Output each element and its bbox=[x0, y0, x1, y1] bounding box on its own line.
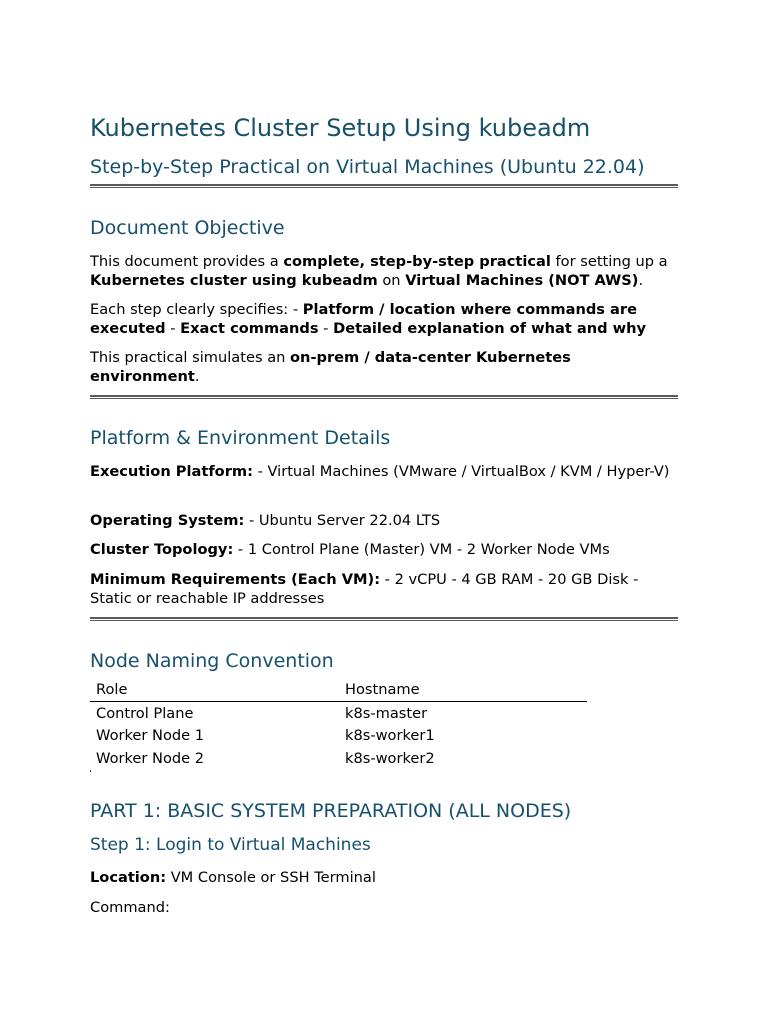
text-run: This document provides a bbox=[90, 253, 284, 270]
column-header-hostname: Hostname bbox=[339, 678, 587, 702]
text-run: - 1 Control Plane (Master) VM - 2 Worker Node VMs bbox=[233, 541, 610, 558]
text-run: - bbox=[318, 320, 334, 337]
table-row bbox=[90, 747, 587, 770]
role-cell: Worker Node 2 bbox=[96, 749, 205, 767]
bold-text-run: Exact commands bbox=[180, 320, 319, 337]
document-title: Kubernetes Cluster Setup Using kubeadm bbox=[90, 114, 591, 142]
stray-mark bbox=[90, 770, 91, 772]
table-row bbox=[90, 725, 587, 748]
bold-text-run: on-prem / data-center Kubernetes environment bbox=[90, 349, 571, 385]
bold-text-run: Kubernetes cluster using kubeadm bbox=[90, 272, 378, 289]
bold-text-run: Execution Platform: bbox=[90, 463, 253, 480]
bold-text-run: Platform / location where commands are executed bbox=[90, 301, 638, 337]
objective-paragraph-1 bbox=[90, 252, 678, 290]
location-label: Location: bbox=[90, 869, 167, 886]
role-cell: Control Plane bbox=[96, 704, 194, 722]
bold-text-run: Operating System: bbox=[90, 512, 245, 529]
text-run: - Virtual Machines (VMware / VirtualBox / KVM / Hyper-V) bbox=[252, 463, 670, 480]
bold-text-run: Detailed explanation of what and why bbox=[333, 320, 647, 337]
text-run: - bbox=[165, 320, 181, 337]
table-row bbox=[90, 702, 587, 725]
naming-heading: Node Naming Convention bbox=[90, 650, 334, 672]
document-subtitle: Step-by-Step Practical on Virtual Machines (Ubuntu 22.04) bbox=[90, 156, 645, 178]
bold-text-run: complete, step-by-step practical bbox=[283, 253, 551, 270]
platform-item-topology bbox=[90, 540, 678, 559]
text-run: - Ubuntu Server 22.04 LTS bbox=[244, 512, 441, 529]
text-run: - 2 vCPU - 4 GB RAM - 20 GB Disk - Static or reachable IP addresses bbox=[90, 571, 639, 607]
objective-heading: Document Objective bbox=[90, 217, 285, 239]
hostname-cell: k8s-worker1 bbox=[345, 727, 435, 745]
text-run: for setting up a bbox=[550, 253, 668, 270]
section-divider bbox=[90, 184, 678, 188]
platform-item-os bbox=[90, 511, 678, 530]
table-header-row bbox=[90, 678, 587, 702]
text-run: . bbox=[638, 272, 644, 289]
node-naming-table bbox=[90, 678, 587, 770]
text-run: This practical simulates an bbox=[90, 349, 291, 366]
location-value: VM Console or SSH Terminal bbox=[166, 869, 376, 886]
bold-text-run: Cluster Topology: bbox=[90, 541, 234, 558]
objective-paragraph-2 bbox=[90, 300, 678, 338]
text-run: . bbox=[194, 368, 200, 385]
column-header-role: Role bbox=[90, 678, 339, 702]
platform-heading: Platform & Environment Details bbox=[90, 427, 391, 449]
text-run: Each step clearly specifies: - bbox=[90, 301, 303, 318]
hostname-cell: k8s-master bbox=[345, 704, 428, 722]
platform-item-requirements bbox=[90, 570, 678, 608]
objective-paragraph-3 bbox=[90, 348, 678, 386]
step1-heading: Step 1: Login to Virtual Machines bbox=[90, 835, 371, 855]
step1-command-label: Command: bbox=[90, 899, 170, 916]
platform-item-execution bbox=[90, 462, 678, 481]
section-divider bbox=[90, 617, 678, 621]
step1-location bbox=[90, 868, 678, 887]
section-divider bbox=[90, 395, 678, 399]
text-run: on bbox=[377, 272, 406, 289]
bold-text-run: Virtual Machines (NOT AWS) bbox=[405, 272, 639, 289]
bold-text-run: Minimum Requirements (Each VM): bbox=[90, 571, 381, 588]
hostname-cell: k8s-worker2 bbox=[345, 749, 435, 767]
role-cell: Worker Node 1 bbox=[96, 727, 205, 745]
part1-heading: PART 1: BASIC SYSTEM PREPARATION (ALL NODES) bbox=[90, 800, 572, 822]
